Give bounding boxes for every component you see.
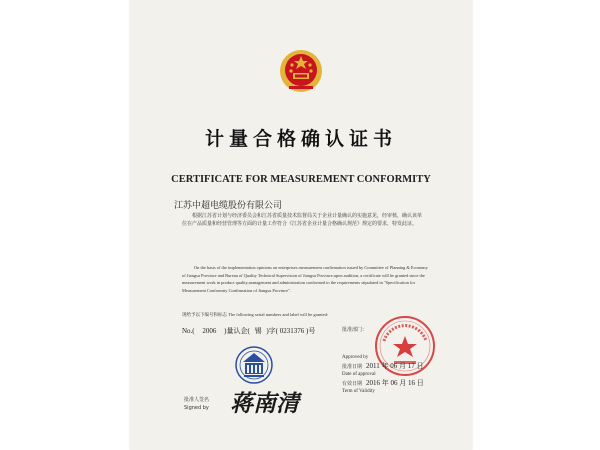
approval-authority-label: 批准部门：	[342, 327, 368, 333]
certificate-document	[130, 0, 472, 450]
handwritten-signature: 蒋南清	[230, 390, 299, 417]
number-region: 锡	[254, 327, 262, 335]
approved-by-label: Approved by	[342, 355, 369, 360]
signer-label-en: Signed by	[184, 405, 209, 411]
signer-label-cn: 批准人签名	[184, 397, 210, 403]
company-name: 江苏中超电缆股份有限公司	[174, 201, 283, 211]
number-code: 0231376	[279, 327, 305, 335]
number-mid2: )字(	[266, 327, 278, 335]
national-emblem-icon	[278, 48, 324, 94]
certificate-title-en: CERTIFICATE FOR MEASUREMENT CONFORMITY	[171, 174, 431, 185]
body-paragraph-en: On the basis of the implementation opinions on enterprises measurement confirmation issued by Committee of Planning & Economy of Jiangsu Province and Bureau of Quality Technical Supervision of Jiangsu Province,upon audition, a certificate will be granted since the measurement work in product quality,management and administration conformed to the requirements stipulated in "Specification for Measurement Conformity Confirmation of Jiangsu Province".	[182, 265, 428, 293]
validity-label: 有效日期	[342, 381, 363, 387]
approval-date-value: 2011 年 06 月 17 日	[366, 362, 424, 370]
term-of-validity-label: Term of Validity	[342, 389, 375, 394]
approval-date-label: 批准日期	[342, 364, 363, 370]
number-mid1: )量认企(	[224, 327, 250, 335]
validity-date-value: 2016 年 06 月 16 日	[366, 379, 424, 387]
approval-date-block	[342, 354, 452, 396]
body-paragraph-cn: 根据江苏省计划与经济委员会和江苏省质量技术监督局关于企业计量确认的实施意见，经审核，确认该单位在产品质量和经营管理等方面的计量工作符合《江苏省企业计量合格确认规范》规定的要求，特发此证。	[182, 213, 423, 227]
number-prefix: No.(	[182, 327, 195, 335]
serial-line: 现给予以下编号和标志 The following serial numbers and label will be granted:	[182, 312, 329, 317]
metrology-seal-icon	[234, 345, 274, 385]
date-of-approval-label: Date of approval	[342, 372, 376, 377]
certificate-number	[182, 326, 315, 336]
certificate-title-cn: 计量合格确认证书	[204, 128, 397, 150]
signer-label	[184, 396, 209, 412]
approval-authority-block	[342, 326, 452, 334]
number-suffix: )号	[305, 327, 316, 335]
number-year: 2006	[202, 327, 217, 335]
